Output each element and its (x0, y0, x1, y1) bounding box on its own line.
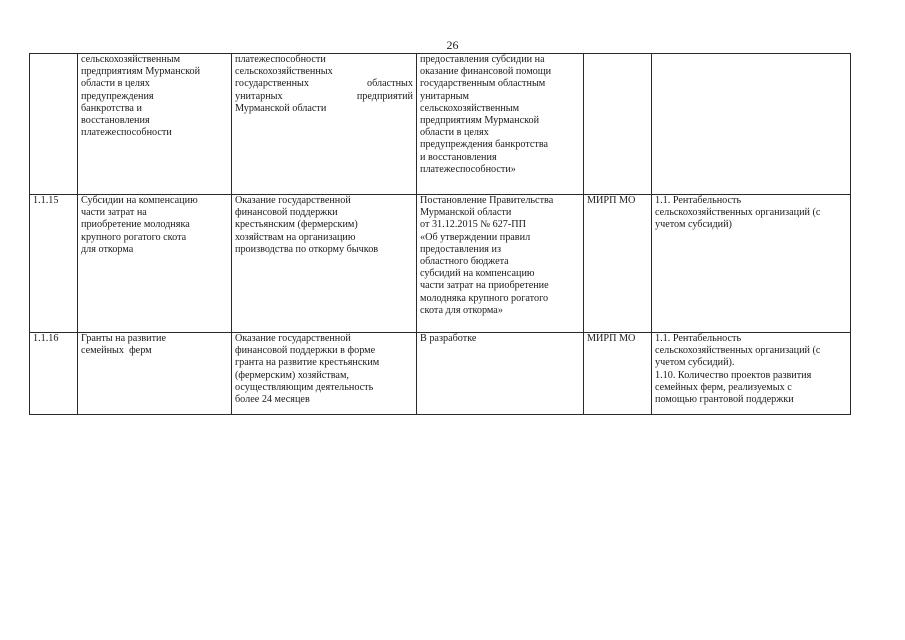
description-line-justified (235, 78, 413, 90)
legal-act-line: областного бюджета (420, 256, 509, 268)
legal-act-line: платежеспособности» (420, 163, 516, 175)
description-line: финансовой поддержки (235, 207, 338, 219)
indicators-cell (652, 195, 851, 333)
measure-line: сельскохозяйственным (81, 54, 181, 65)
measure-line: платежеспособности (81, 127, 172, 139)
measure-cell (78, 195, 232, 333)
measure-line: для откорма (81, 243, 134, 255)
indicator-line: сельскохозяйственных организаций (с (655, 345, 821, 357)
description-cell (232, 54, 417, 195)
indicator-line: 1.1. Рентабельность (655, 195, 742, 206)
executor: МИРП МО (587, 333, 636, 344)
measure-line: восстановления (81, 115, 150, 127)
description-line: Мурманской области (235, 102, 327, 114)
legal-act-line: предоставления из (420, 243, 501, 255)
legal-act-line: предоставления субсидии на (420, 54, 545, 65)
legal-act-line: «Об утверждении правил (420, 231, 531, 243)
measure-line: Гранты на развитие (81, 333, 167, 344)
description-line: осуществляющим деятельность (235, 381, 374, 393)
measure-cell (78, 333, 232, 415)
measure-cell (78, 54, 232, 195)
legal-act-line: предупреждения банкротства (420, 139, 549, 151)
executor-cell (584, 54, 652, 195)
description-line: (фермерским) хозяйствам, (235, 369, 349, 381)
legal-act-line: Постановление Правительства (420, 195, 554, 206)
legal-act-cell (417, 333, 584, 415)
indicator-line: 1.10. Количество проектов развития (655, 369, 812, 381)
description-line: платежеспособности (235, 54, 326, 65)
description-line: финансовой поддержки в форме (235, 345, 376, 357)
row-number: 1.1.15 (33, 195, 59, 206)
legal-act-cell (417, 195, 584, 333)
legal-act-line: части затрат на приобретение (420, 280, 549, 292)
executor-cell (584, 195, 652, 333)
measure-line: семейных ферм (81, 345, 152, 357)
description-cell (232, 195, 417, 333)
legal-act-line: государственным областным (420, 78, 546, 90)
measure-line: крупного рогатого скота (81, 231, 187, 243)
description-line: сельскохозяйственных (235, 66, 333, 78)
table-row-continuation (30, 54, 851, 195)
indicator-line: помощью грантовой поддержки (655, 394, 794, 406)
measure-line: банкротства и (81, 102, 142, 114)
executor: МИРП МО (587, 195, 636, 206)
program-measures-table (29, 53, 851, 415)
legal-act-line: оказание финансовой помощи (420, 66, 552, 78)
measure-line: области в целях (81, 78, 150, 90)
legal-act-line: молодняка крупного рогатого (420, 292, 549, 304)
description-word: предприятий (356, 90, 413, 102)
table-row-1-1-15 (30, 195, 851, 333)
legal-act-line: субсидий на компенсацию (420, 268, 535, 280)
description-line: Оказание государственной (235, 195, 351, 206)
legal-act-line: от 31.12.2015 № 627-ПП (420, 219, 527, 231)
description-line-justified (235, 91, 413, 103)
row-number-cell (30, 333, 78, 415)
indicator-line: учетом субсидий) (655, 219, 732, 231)
row-number: 1.1.16 (33, 333, 59, 344)
indicator-line: семейных ферм, реализуемых с (655, 381, 792, 393)
indicator-line: сельскохозяйственных организаций (с (655, 207, 821, 219)
legal-act-line: и восстановления (420, 151, 497, 163)
indicators-cell (652, 54, 851, 195)
table-row-1-1-16 (30, 333, 851, 415)
description-word: государственных (235, 78, 309, 90)
description-line: хозяйствам на организацию (235, 231, 356, 243)
row-number-cell (30, 54, 78, 195)
measure-line: части затрат на (81, 207, 147, 219)
measure-line: приобретение молодняка (81, 219, 190, 231)
description-line: производства по откорму бычков (235, 243, 379, 255)
measure-line: Субсидии на компенсацию (81, 195, 198, 206)
measure-line: предприятиям Мурманской (81, 66, 201, 78)
description-cell (232, 333, 417, 415)
legal-act-line: сельскохозяйственным (420, 102, 520, 114)
indicators-cell (652, 333, 851, 415)
measure-line: предупреждения (81, 90, 154, 102)
legal-act-line: предприятиям Мурманской (420, 115, 540, 127)
row-number-cell (30, 195, 78, 333)
legal-act-line: скота для откорма» (420, 304, 503, 316)
executor-cell (584, 333, 652, 415)
legal-act-line: Мурманской области (420, 207, 512, 219)
description-line: крестьянским (фермерским) (235, 219, 358, 231)
legal-act-cell (417, 54, 584, 195)
description-line: более 24 месяцев (235, 394, 310, 406)
description-line: гранта на развитие крестьянским (235, 357, 380, 369)
description-word: унитарных (235, 90, 283, 102)
indicator-line: учетом субсидий). (655, 357, 735, 369)
description-word: областных (367, 78, 413, 90)
legal-act-line: унитарным (420, 90, 469, 102)
indicator-line: 1.1. Рентабельность (655, 333, 742, 344)
legal-act-line: В разработке (420, 333, 477, 344)
page-number: 26 (446, 38, 459, 52)
description-line: Оказание государственной (235, 333, 351, 344)
legal-act-line: области в целях (420, 127, 489, 139)
